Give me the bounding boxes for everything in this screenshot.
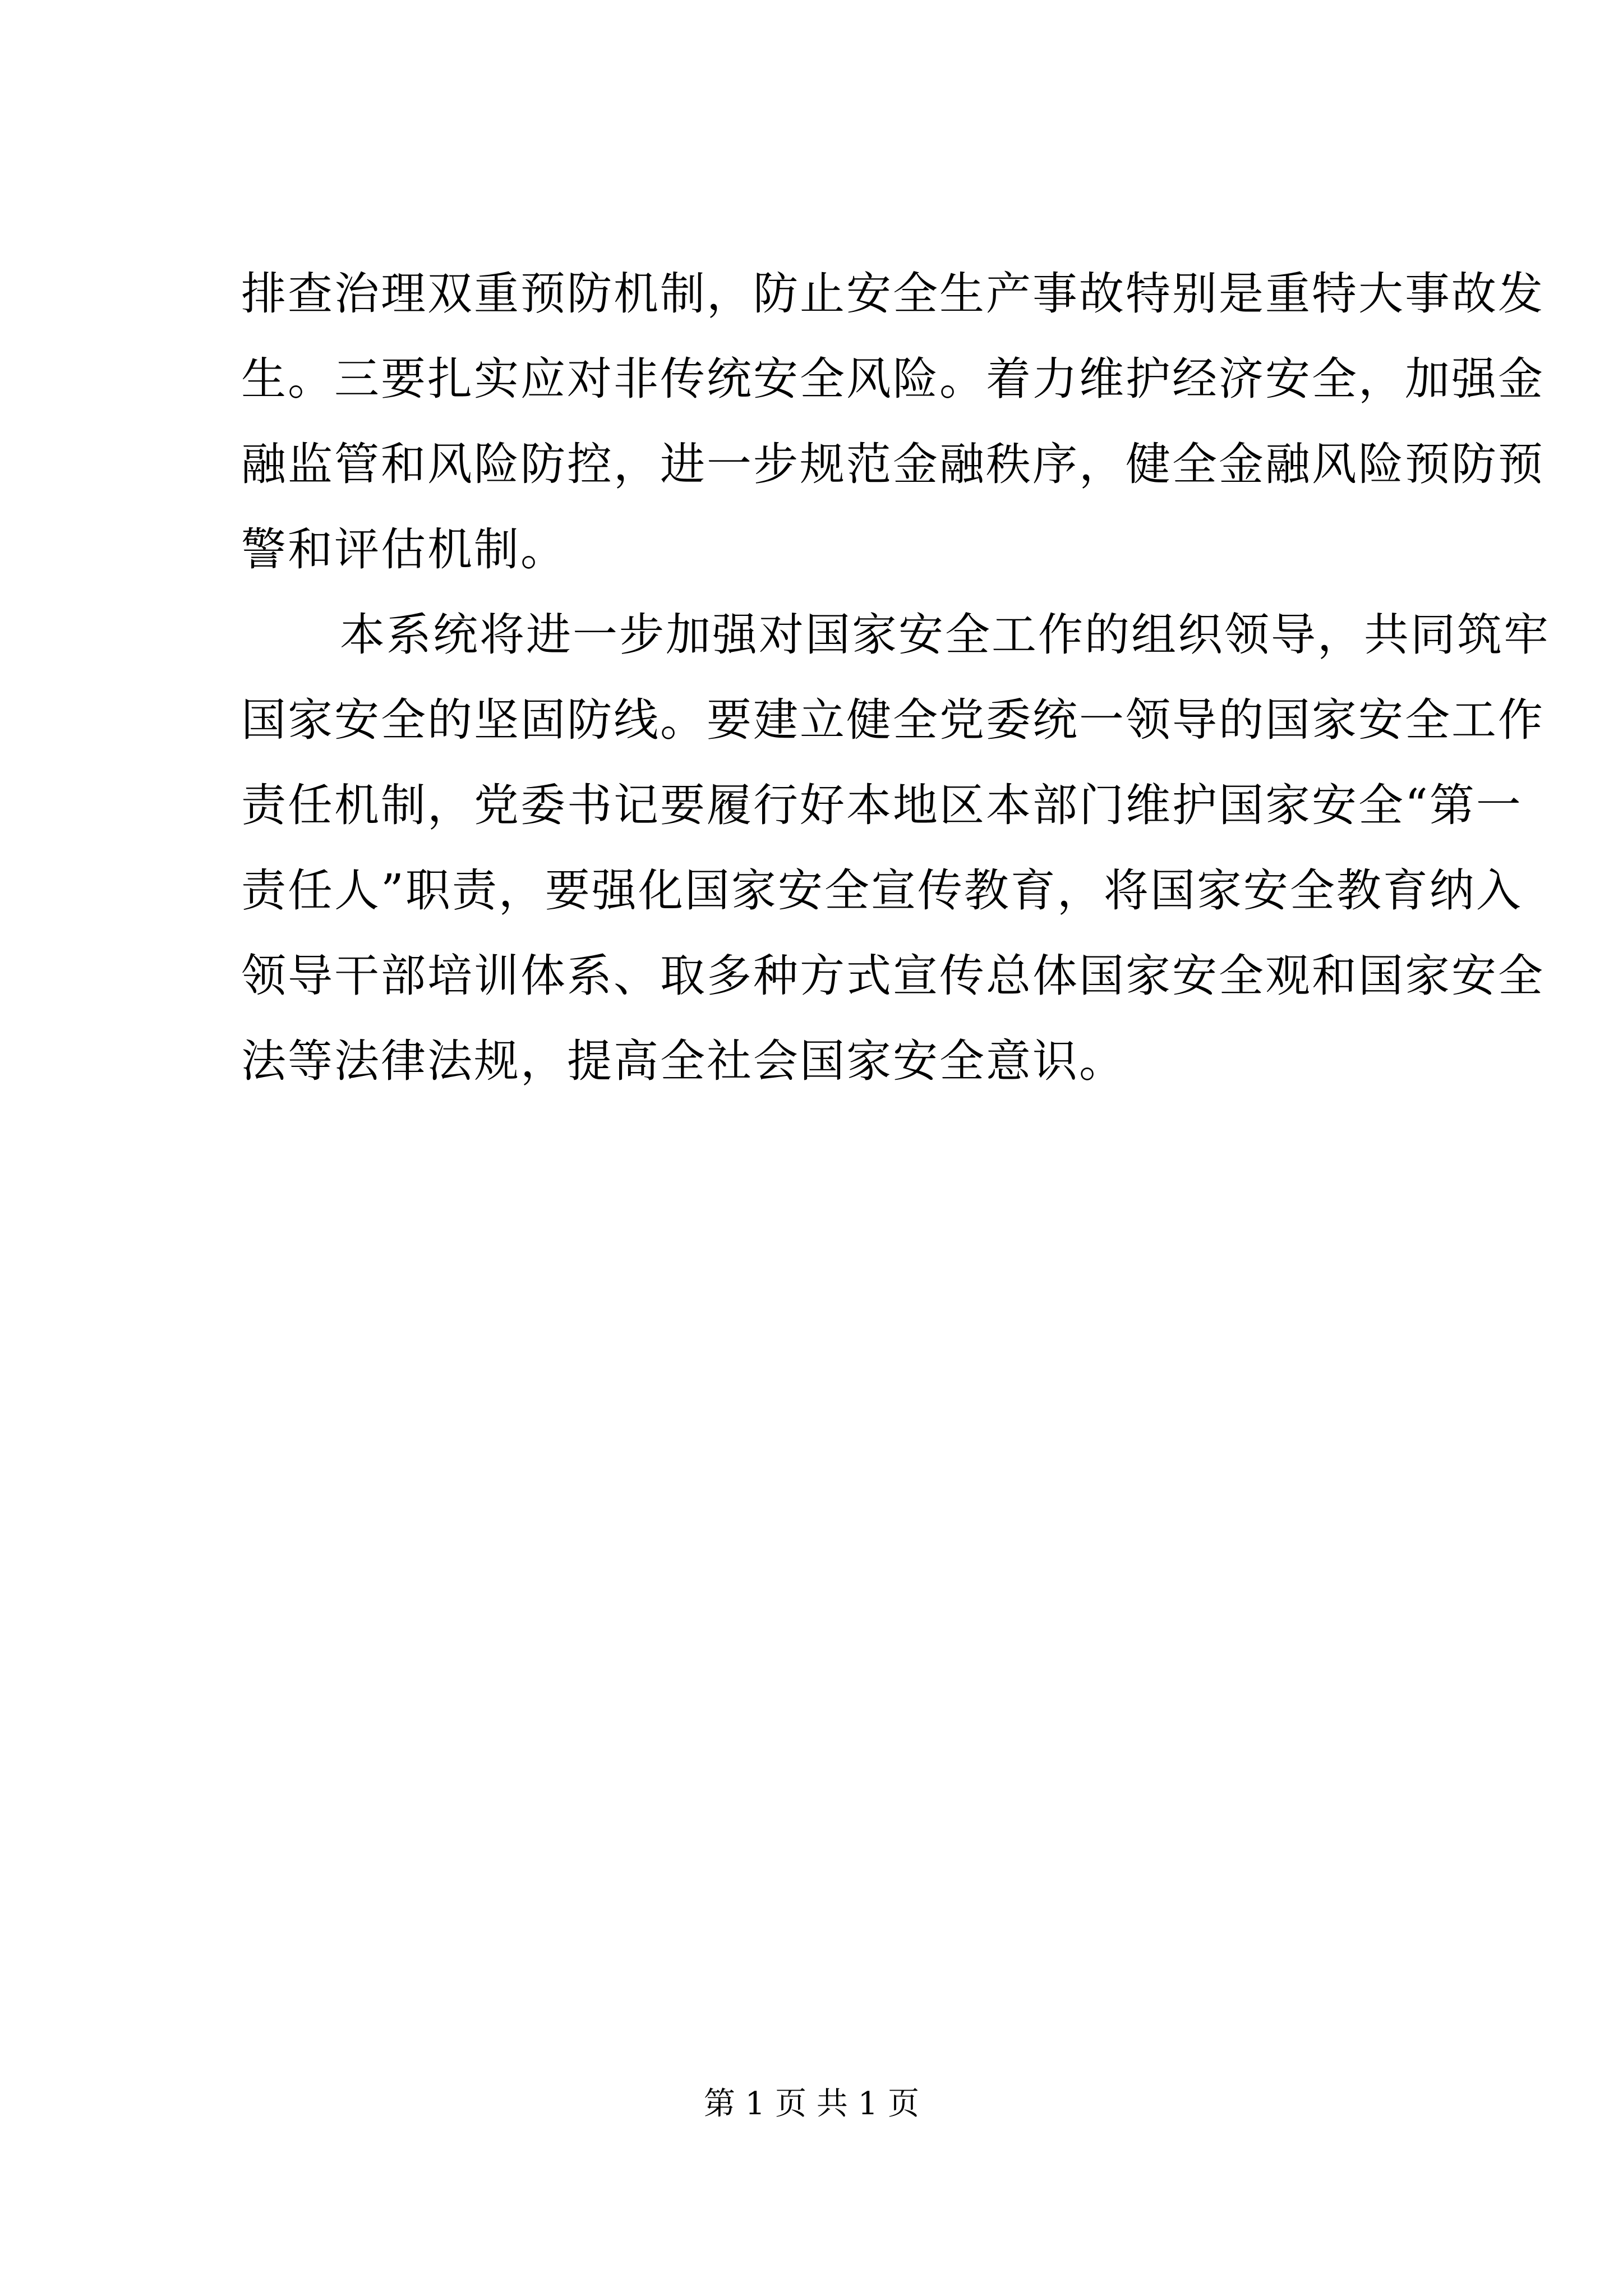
paragraph-1 [241, 251, 1544, 592]
paragraph-line: 领导干部培训体系、取多种方式宣传总体国家安全观和国家安全 [241, 950, 1544, 1002]
paragraph-line: 生。三要扎实应对非传统安全风险。着力维护经济安全，加强金 [241, 353, 1544, 405]
paragraph-line: 排查治理双重预防机制，防止安全生产事故特别是重特大事故发 [241, 268, 1544, 320]
document-body [241, 251, 1550, 1104]
paragraph-line: 法等法律法规，提高全社会国家安全意识。 [241, 1035, 1126, 1087]
paragraph-line: 融监管和风险防控，进一步规范金融秩序，健全金融风险预防预 [241, 438, 1544, 490]
paragraph-line: 责任机制，党委书记要履行好本地区本部门维护国家安全“第一 [241, 779, 1523, 831]
page-number-footer: 第 1 页 共 1 页 [703, 2086, 920, 2122]
paragraph-line: 本系统将进一步加强对国家安全工作的组织领导，共同筑牢 [340, 609, 1550, 661]
paragraph-line: 国家安全的坚固防线。要建立健全党委统一领导的国家安全工作 [241, 694, 1544, 746]
paragraph-2 [241, 592, 1550, 1104]
paragraph-line: 责任人”职责，要强化国家安全宣传教育，将国家安全教育纳入 [241, 864, 1523, 917]
paragraph-line: 警和评估机制。 [241, 523, 567, 576]
